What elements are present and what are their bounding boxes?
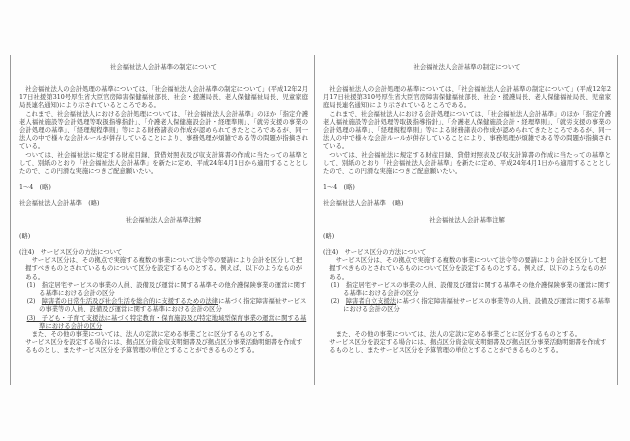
right-title: 社会福祉法人会計基準の制定について bbox=[413, 64, 521, 71]
left-note4-body: サービス区分は、その拠点で実施する複数の事業について法令等の要請により会計を区分して把握すべきものとされているものについて区分を設定するものとする。例えば、以下のようなものがある。 bbox=[25, 257, 303, 281]
left-para-2: これまで、社会福祉法人における会計処理については、「社会福祉法人会計基準」のほか「指定介護老人福祉施設等会計処理等取扱指導指針」、「介護老人保健施設会計・経理準則」、「就労支援の事業の会計処理の基準」、「経理規程準則」等による財務諸表の作成が認められてきたところであるが、同一法人の中で様々な会計ルールが併存していることにより、事務処理が煩雑である等の問題が指摘されている。 bbox=[19, 110, 308, 151]
left-closing-2: サービス区分を設定する場合には、拠点区分資金収支明細書及び拠点区分事業活動明細書を作成するものとし、またサービス区分を予算管理の単位とすることができるものとする。 bbox=[25, 339, 303, 355]
right-omitted: (略) bbox=[323, 232, 335, 240]
left-item-3: (3) 子ども・子育て支援法に基づく特定教育・保育施設及び特定地域型保育事業の運営に関する基準における会計の区分 bbox=[26, 314, 307, 330]
left-para-3: ついては、社会福祉法に規定する財産目録、貸借対照表及び収支計算書の作成に当たっての基準として、別紙のとおり「社会福祉法人会計基準」を新たに定め、平成24年4月1日から適用することとしたので、この円滑な実施につきご配意願いたい。 bbox=[19, 151, 308, 176]
left-title: 社会福祉法人会計基準の制定について bbox=[110, 64, 217, 71]
left-note4-heading: (注4) サービス区分の方法について bbox=[19, 249, 123, 257]
right-item-1: (1) 指定居宅サービスの事業の人員、設備及び運営に関する基準その他介護保険事業の運営に関する基準における会計の区分 bbox=[330, 281, 611, 298]
right-closing-2: サービス区分を設定する場合には、拠点区分資金収支明細書及び拠点区分事業活動明細書を作成するものとし、またサービス区分を予算管理の単位とすることができるものとする。 bbox=[329, 338, 607, 355]
left-annotation-title: 社会福祉法人会計基準注解 bbox=[125, 216, 202, 224]
right-item-2-underlined: 障害者自立支援法 bbox=[345, 298, 397, 306]
left-closing-1: また、その他の事業については、法人の定款に定める事業ごとに区分するものとする。 bbox=[31, 331, 278, 339]
left-column-revised bbox=[10, 55, 314, 385]
right-para-2: これまで、社会福祉法人における会計処理については、「社会福祉法人会計基準」のほか「指定介護老人福祉施設等会計処理等取扱指導指針」、「介護老人保健施設会計・経理準則」、「就労支援の事業の会計処理の基準」、「経理規程準則」等による財務諸表の作成が認められてきたところであるが、同一法人の中で様々な会計ルールが併存していることにより、事務処理が煩雑である等の問題が指摘されている。 bbox=[323, 110, 611, 151]
right-column-current bbox=[314, 55, 618, 385]
right-standard-omitted: 社会福祉法人会計基準 (略) bbox=[323, 200, 404, 208]
left-omitted-1-4: 1～4 (略) bbox=[19, 184, 51, 192]
right-item-2: (2) 障害者自立支援法に基づく指定障害福祉サービスの事業等の人員、設備及び運営に関する基準における会計の区分 bbox=[330, 298, 611, 314]
right-note4-heading: (注4) サービス区分の方法について bbox=[323, 249, 427, 257]
right-para-1: 社会福祉法人の会計処理の基準については、「社会福祉法人会計基準の制定について」(平成12年2月17日社援第310号厚生省大臣官房障害保健福祉部長、社会・援護局長、老人保健福祉局長、児童家庭局長連名通知)により示されているところである。 bbox=[323, 86, 611, 110]
left-item-1: (1) 指定居宅サービスの事業の人員、設備及び運営に関する基準その他介護保険事業の運営に関する基準における会計の区分 bbox=[26, 281, 307, 298]
left-para-1: 社会福祉法人の会計処理の基準については、「社会福祉法人会計基準の制定について」(平成12年2月17日社援第310号厚生省大臣官房障害保健福祉部長、社会・援護局長、老人保健福祉局長、児童家庭局長連名通知)により示されているところである。 bbox=[19, 86, 308, 110]
comparison-table bbox=[10, 55, 619, 385]
left-standard-omitted: 社会福祉法人会計基準 (略) bbox=[19, 200, 100, 208]
right-closing-1: また、その他の事業については、法人の定款に定める事業ごとに区分するものとする。 bbox=[335, 330, 582, 338]
right-omitted-1-4: 1～4 (略) bbox=[323, 184, 355, 192]
right-para-3: ついては、社会福祉法に規定する財産目録、貸借対照表及び収支計算書の作成に当たっての基準として、別紙のとおり「社会福祉法人会計基準」を新たに定め、平成24年4月1日から適用することとしたので、この円滑な実施につきご配意願いたい。 bbox=[323, 151, 611, 176]
left-omitted: (略) bbox=[19, 232, 31, 240]
right-note4-body: サービス区分は、その拠点で実施する複数の事業について法令等の要請により会計を区分して把握すべきものとされているものについて区分を設定するものとする。例えば、以下のようなものがある。 bbox=[329, 257, 607, 281]
left-item-2: (2) 障害者の日常生活及び社会生活を総合的に支援するための法律に基づく指定障害福祉サービスの事業等の人員、設備及び運営に関する基準における会計の区分 bbox=[26, 298, 307, 314]
left-item-2-underlined: 障害者の日常生活及び社会生活を総合的に支援するための法律 bbox=[41, 298, 219, 306]
right-annotation-title: 社会福祉法人会計基準注解 bbox=[429, 216, 505, 224]
